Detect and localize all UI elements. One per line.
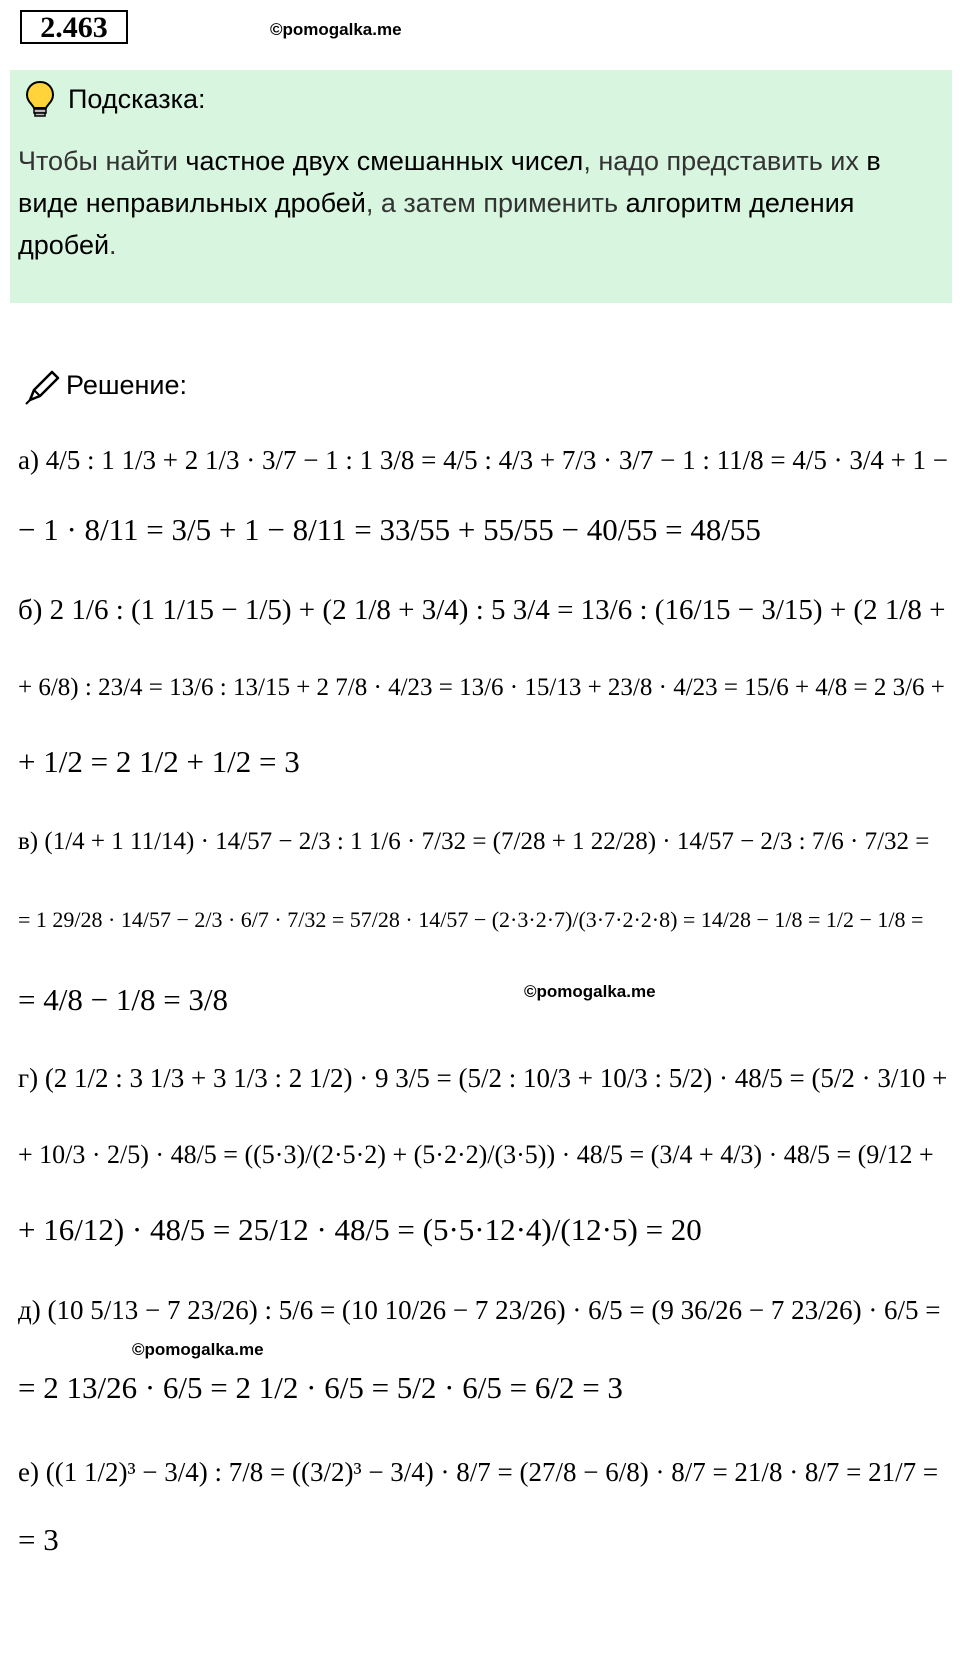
- solution-line: = 4/8 − 1/8 = 3/8: [18, 982, 229, 1017]
- solution-line: е) ((1 1/2)³ − 3/4) : 7/8 = ((3/2)³ − 3/4) · 8/7 = (27/8 − 6/8) · 8/7 = 21/8 · 8/7 = 21/7 =: [18, 1457, 939, 1487]
- solution-line: = 3: [18, 1522, 59, 1557]
- problem-number: 2.463: [20, 10, 128, 44]
- hint-title: Подсказка:: [68, 84, 206, 114]
- solution-line: = 2 13/26 · 6/5 = 2 1/2 · 6/5 = 5/2 · 6/5 = 6/2 = 3: [18, 1370, 623, 1405]
- hint-box: [10, 70, 952, 303]
- solution-line: + 16/12) · 48/5 = 25/12 · 48/5 = (5·5·12·4)/(12·5) = 20: [18, 1212, 702, 1247]
- solution-line: + 10/3 · 2/5) · 48/5 = ((5·3)/(2·5·2) + (5·2·2)/(3·5)) · 48/5 = (3/4 + 4/3) · 48/5 = (9/12 +: [18, 1140, 934, 1169]
- lightbulb-icon: [24, 80, 56, 123]
- hint-text: Чтобы найти частное двух смешанных чисел, надо представить их в виде неправильных дробей, а затем применить алгоритм деления дробей.: [18, 146, 881, 260]
- solution-line: + 1/2 = 2 1/2 + 1/2 = 3: [18, 744, 300, 779]
- solution-line: г) (2 1/2 : 3 1/3 + 3 1/3 : 2 1/2) · 9 3/5 = (5/2 : 10/3 + 10/3 : 5/2) · 48/5 = (5/2 · 3/10 +: [18, 1063, 948, 1093]
- solution-line: − 1 · 8/11 = 3/5 + 1 − 8/11 = 33/55 + 55/55 − 40/55 = 48/55: [18, 512, 761, 547]
- solution-line: б) 2 1/6 : (1 1/15 − 1/5) + (2 1/8 + 3/4) : 5 3/4 = 13/6 : (16/15 − 3/15) + (2 1/8 +: [18, 594, 946, 626]
- solution-line: а) 4/5 : 1 1/3 + 2 1/3 · 3/7 − 1 : 1 3/8 = 4/5 : 4/3 + 7/3 · 3/7 − 1 : 11/8 = 4/5 · 3/4 + 1 −: [18, 445, 949, 475]
- solution-title: Решение:: [66, 370, 188, 400]
- watermark: ©pomogalka.me: [132, 1340, 264, 1359]
- watermark: ©pomogalka.me: [524, 982, 656, 1001]
- watermark: ©pomogalka.me: [270, 20, 402, 39]
- solution-line: = 1 29/28 · 14/57 − 2/3 · 6/7 · 7/32 = 57/28 · 14/57 − (2·3·2·7)/(3·7·2·2·8) = 14/28 − 1/8 = 1/2 − 1/8 =: [18, 907, 924, 932]
- solution-line: д) (10 5/13 − 7 23/26) : 5/6 = (10 10/26 − 7 23/26) · 6/5 = (9 36/26 − 7 23/26) · 6/5 =: [18, 1295, 941, 1325]
- solution-line: + 6/8) : 23/4 = 13/6 : 13/15 + 2 7/8 · 4/23 = 13/6 · 15/13 + 23/8 · 4/23 = 15/6 + 4/8 = 2 3/6 +: [18, 674, 945, 701]
- pencil-icon: [22, 368, 62, 413]
- solution-line: в) (1/4 + 1 11/14) · 14/57 − 2/3 : 1 1/6 · 7/32 = (7/28 + 1 22/28) · 14/57 − 2/3 : 7/6 · 7/32 =: [18, 828, 930, 855]
